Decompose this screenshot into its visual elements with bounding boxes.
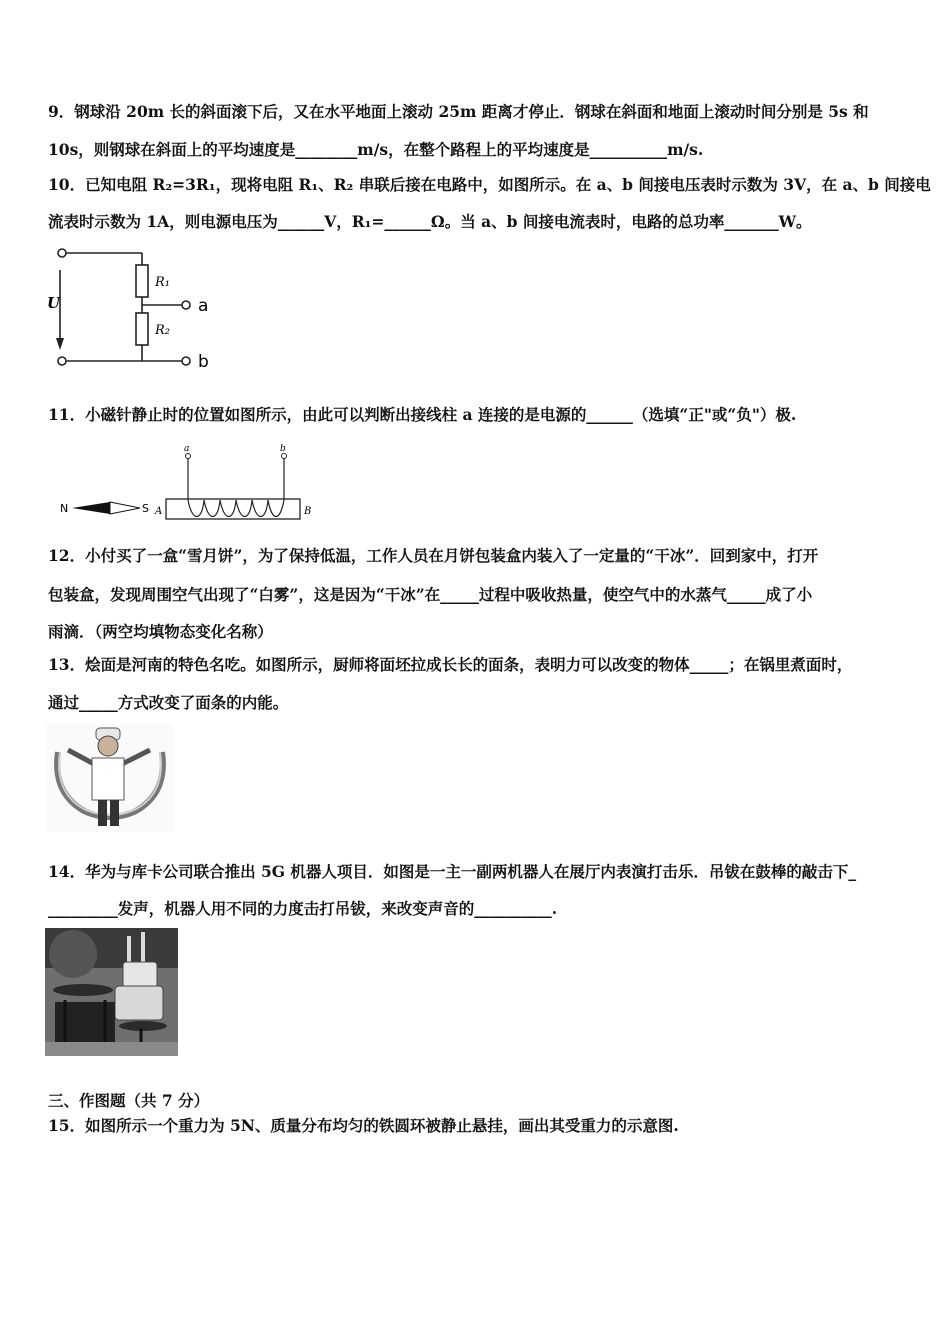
q10-line-1: 10．已知电阻 R₂=3R₁，现将电阻 R₁、R₂ 串联后接在电路中，如图所示。在 a、b 间接电压表时示数为 3V，在 a、b 间接电 <box>48 175 931 194</box>
terminal-a-label: a <box>184 444 190 454</box>
q15-line-1: 15．如图所示一个重力为 5N、质量分布均匀的铁圆环被静止悬挂，画出其受重力的示意图. <box>48 1116 679 1135</box>
section-3-title: 三、作图题（共 7 分） <box>48 1091 210 1110</box>
terminal-a-label: a <box>198 296 209 316</box>
end-b-label: B <box>304 506 312 517</box>
q12-line-3: 雨滴．（两空均填物态变化名称） <box>48 622 273 641</box>
r2-label: R₂ <box>155 323 170 338</box>
voltage-label: U <box>47 294 61 312</box>
compass-needle-north <box>72 502 110 514</box>
q9-line-1: 9．钢球沿 20m 长的斜面滚下后，又在水平地面上滚动 25m 距离才停止．钢球在斜面和地面上滚动时间分别是 5s 和 <box>48 102 869 121</box>
q11-line-1: 11．小磁针静止时的位置如图所示，由此可以判断出接线柱 a 连接的是电源的______（选填“正"或“负"）极. <box>48 405 797 424</box>
needle-n-label: N <box>60 502 69 515</box>
q10-line-2: 流表时示数为 1A，则电源电压为______V，R₁=______Ω。当 a、b 间接电流表时，电路的总功率_______W。 <box>48 212 812 231</box>
arrow-down-icon <box>56 338 64 350</box>
compass-needle-south <box>110 502 140 514</box>
needle-s-label: S <box>142 502 149 515</box>
q12-line-1: 12．小付买了一盒“雪月饼”，为了保持低温，工作人员在月饼包装盒内装入了一定量的“干冰”．回到家中，打开 <box>48 546 819 565</box>
q14-line-2: _________发声，机器人用不同的力度击打吊钹，来改变声音的__________. <box>48 899 558 918</box>
q14-line-1: 14．华为与库卡公司联合推出 5G 机器人项目．如图是一主一副两机器人在展厅内表演打击乐．吊钹在鼓棒的敲击下_ <box>48 862 857 881</box>
q9-line-2: 10s，则钢球在斜面上的平均速度是________m/s，在整个路程上的平均速度是__________m/s. <box>48 140 704 159</box>
q13-line-1: 13．烩面是河南的特色名吃。如图所示，厨师将面坯拉成长长的面条，表明力可以改变的物体_____；在锅里煮面时， <box>48 655 853 674</box>
q13-line-2: 通过_____方式改变了面条的内能。 <box>48 693 289 712</box>
end-a-label: A <box>155 506 163 517</box>
q14-robot-drum-photo <box>45 928 178 1056</box>
r1-label: R₁ <box>155 275 170 290</box>
terminal-b-label: b <box>280 444 286 454</box>
q10-circuit-figure <box>44 240 234 375</box>
q11-solenoid-figure <box>58 444 333 526</box>
terminal-b-label: b <box>198 352 209 372</box>
q13-chef-illustration <box>46 724 174 832</box>
q12-line-2: 包装盒，发现周围空气出现了“白雾”，这是因为“干冰”在_____过程中吸收热量，使空气中的水蒸气_____成了小 <box>48 585 813 604</box>
